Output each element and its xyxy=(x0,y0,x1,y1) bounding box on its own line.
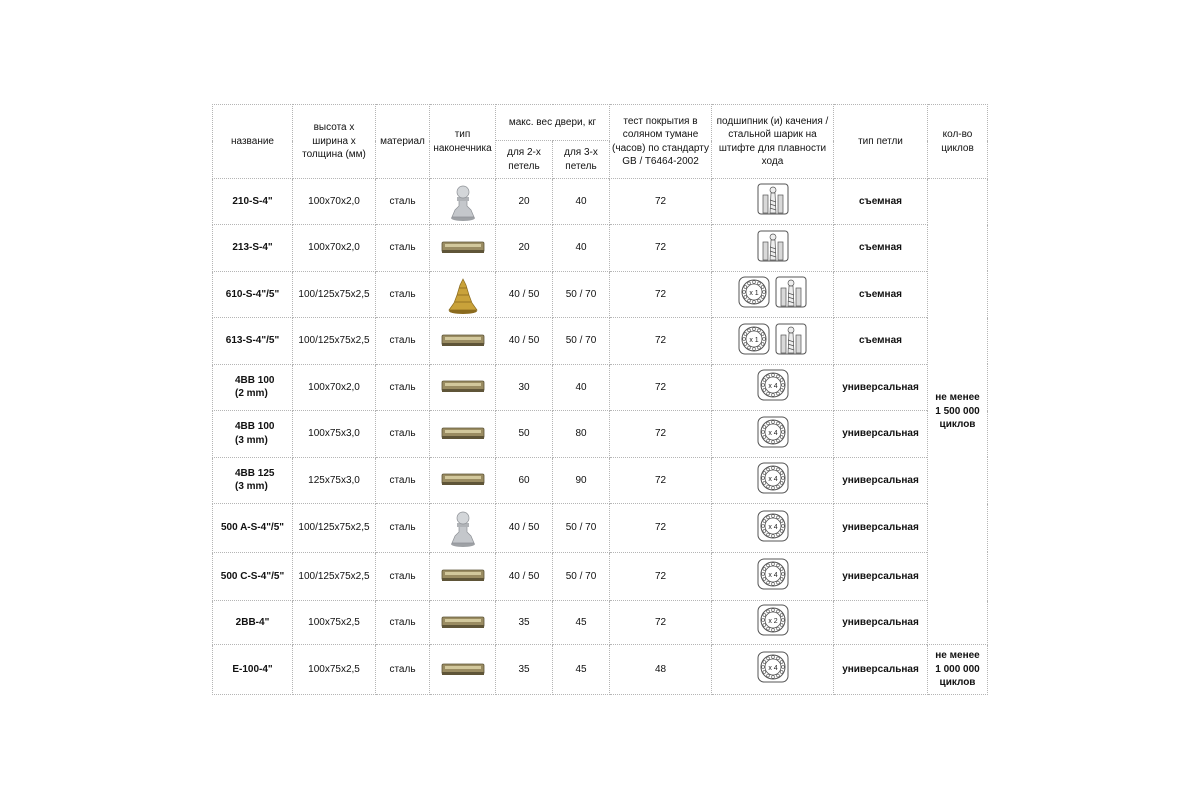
svg-text:x 4: x 4 xyxy=(767,476,778,484)
pawn-tip-silver-icon xyxy=(437,508,489,548)
header-size: высота х ширина х толщина (мм) xyxy=(293,105,376,179)
model-name-line1: 4BB 100 xyxy=(235,374,275,386)
salt-test-hours: 72 xyxy=(610,411,712,457)
bearing-cell xyxy=(712,411,834,457)
header-tip: тип наконечника xyxy=(430,105,496,179)
model-name xyxy=(213,504,293,552)
svg-text:x 2: x 2 xyxy=(767,618,778,626)
hinge-type-cell: съемная xyxy=(834,225,928,271)
model-name xyxy=(213,225,293,271)
hinge-type-cell: универсальная xyxy=(834,411,928,457)
cycles-cell xyxy=(928,179,988,645)
weight-two-hinges: 35 xyxy=(496,601,553,645)
model-name-line1: 500 C-S-4"/5" xyxy=(220,570,285,582)
bearing-cell xyxy=(712,179,834,225)
table-row xyxy=(213,179,988,225)
table-row xyxy=(213,504,988,552)
cycles-line: 1 000 000 xyxy=(935,663,980,675)
weight-two-hinges: 20 xyxy=(496,225,553,271)
flat-tip-bronze-icon xyxy=(437,556,489,596)
table-row xyxy=(213,601,988,645)
svg-text:x 4: x 4 xyxy=(767,523,778,531)
material-cell: сталь xyxy=(376,457,430,503)
model-name-line1: 4BB 100 xyxy=(235,421,275,433)
tip-cell xyxy=(430,318,496,364)
salt-test-hours: 48 xyxy=(610,645,712,695)
size-cell: 100/125x75x2,5 xyxy=(293,271,376,317)
size-cell: 100/125x75x2,5 xyxy=(293,552,376,600)
hinge-type-cell: универсальная xyxy=(834,552,928,600)
salt-test-hours: 72 xyxy=(610,457,712,503)
tip-cell xyxy=(430,645,496,695)
header-hinge-type: тип петли xyxy=(834,105,928,179)
svg-text:x 1: x 1 xyxy=(749,290,759,298)
size-cell: 100x75x2,5 xyxy=(293,601,376,645)
tip-cell xyxy=(430,504,496,552)
tip-cell xyxy=(430,271,496,317)
model-name-line1: E-100-4" xyxy=(232,663,273,675)
tip-cell xyxy=(430,225,496,271)
size-cell: 100x75x2,5 xyxy=(293,645,376,695)
hinge-type-cell: универсальная xyxy=(834,364,928,410)
bearing-cell xyxy=(712,457,834,503)
bearing-icon xyxy=(757,369,789,406)
size-cell: 100x75x3,0 xyxy=(293,411,376,457)
hinge-type-cell: съемная xyxy=(834,318,928,364)
model-name xyxy=(213,552,293,600)
material-cell: сталь xyxy=(376,601,430,645)
bearing-icon xyxy=(757,510,789,547)
model-name xyxy=(213,271,293,317)
header-material: материал xyxy=(376,105,430,179)
size-cell: 100x70x2,0 xyxy=(293,225,376,271)
material-cell: сталь xyxy=(376,271,430,317)
table-row xyxy=(213,364,988,410)
weight-two-hinges: 40 / 50 xyxy=(496,504,553,552)
bearing-cell xyxy=(712,364,834,410)
model-name xyxy=(213,364,293,410)
size-cell: 100/125x75x2,5 xyxy=(293,504,376,552)
model-name-line1: 213-S-4" xyxy=(232,242,273,254)
cone-tip-gold-icon xyxy=(437,275,489,315)
cycles-line: не менее xyxy=(935,392,980,404)
svg-text:x 1: x 1 xyxy=(749,336,759,344)
tip-cell xyxy=(430,552,496,600)
bearing-icon xyxy=(757,558,789,595)
weight-three-hinges: 90 xyxy=(553,457,610,503)
svg-text:x 4: x 4 xyxy=(767,572,778,580)
size-cell: 100/125x75x2,5 xyxy=(293,318,376,364)
weight-two-hinges: 40 / 50 xyxy=(496,271,553,317)
material-cell: сталь xyxy=(376,225,430,271)
cycles-line: не менее xyxy=(935,650,980,662)
weight-three-hinges: 50 / 70 xyxy=(553,504,610,552)
table-row xyxy=(213,552,988,600)
bearing-icon xyxy=(738,276,770,313)
flat-tip-bronze-icon xyxy=(437,367,489,407)
material-cell: сталь xyxy=(376,179,430,225)
bearing-icon xyxy=(757,462,789,499)
bearing-icon xyxy=(757,416,789,453)
salt-test-hours: 72 xyxy=(610,504,712,552)
bearing-cell xyxy=(712,318,834,364)
table-row xyxy=(213,457,988,503)
weight-three-hinges: 40 xyxy=(553,179,610,225)
hinge-type-cell: универсальная xyxy=(834,645,928,695)
bearing-cell xyxy=(712,504,834,552)
salt-test-hours: 72 xyxy=(610,364,712,410)
salt-test-hours: 72 xyxy=(610,552,712,600)
flat-tip-bronze-icon xyxy=(437,650,489,690)
model-name xyxy=(213,179,293,225)
weight-two-hinges: 20 xyxy=(496,179,553,225)
model-name xyxy=(213,601,293,645)
salt-test-hours: 72 xyxy=(610,601,712,645)
model-name-line1: 500 A-S-4"/5" xyxy=(220,522,285,534)
svg-text:x 4: x 4 xyxy=(767,665,778,673)
weight-three-hinges: 45 xyxy=(553,601,610,645)
cycles-line: 1 500 000 xyxy=(935,405,980,417)
weight-three-hinges: 80 xyxy=(553,411,610,457)
hinge-type-cell: универсальная xyxy=(834,457,928,503)
header-name: название xyxy=(213,105,293,179)
model-name-line1: 2BB-4" xyxy=(235,616,270,628)
weight-two-hinges: 50 xyxy=(496,411,553,457)
bearing-icon xyxy=(738,323,770,360)
table-row xyxy=(213,318,988,364)
tip-cell xyxy=(430,457,496,503)
header-two-hinges: для 2-х петель xyxy=(496,141,553,179)
cycles-cell xyxy=(928,645,988,695)
model-name xyxy=(213,645,293,695)
bearing-cell xyxy=(712,552,834,600)
material-cell: сталь xyxy=(376,552,430,600)
pin-ball-icon xyxy=(775,323,807,360)
bearing-cell xyxy=(712,601,834,645)
tip-cell xyxy=(430,411,496,457)
flat-tip-bronze-icon xyxy=(437,414,489,454)
salt-test-hours: 72 xyxy=(610,318,712,364)
table-row xyxy=(213,225,988,271)
pin-ball-icon xyxy=(757,230,789,267)
weight-two-hinges: 40 / 50 xyxy=(496,318,553,364)
material-cell: сталь xyxy=(376,411,430,457)
material-cell: сталь xyxy=(376,645,430,695)
model-name-line1: 610-S-4"/5" xyxy=(225,288,280,300)
size-cell: 125x75x3,0 xyxy=(293,457,376,503)
model-name-line1: 4BB 125 xyxy=(235,467,275,479)
hinge-type-cell: съемная xyxy=(834,179,928,225)
tip-cell xyxy=(430,179,496,225)
weight-three-hinges: 50 / 70 xyxy=(553,271,610,317)
model-name xyxy=(213,318,293,364)
weight-three-hinges: 40 xyxy=(553,225,610,271)
hinge-type-cell: универсальная xyxy=(834,601,928,645)
table-row xyxy=(213,271,988,317)
model-name-line2: (2 mm) xyxy=(235,388,268,400)
weight-three-hinges: 40 xyxy=(553,364,610,410)
model-name-line1: 613-S-4"/5" xyxy=(225,335,280,347)
header-salt-test: тест покрытия в соляном тумане (часов) по стандарту GB / T6464-2002 xyxy=(610,105,712,179)
bearing-icon xyxy=(757,604,789,641)
weight-three-hinges: 50 / 70 xyxy=(553,318,610,364)
hinge-type-cell: съемная xyxy=(834,271,928,317)
header-max-weight: макс. вес двери, кг xyxy=(496,105,610,141)
bearing-cell xyxy=(712,645,834,695)
material-cell: сталь xyxy=(376,504,430,552)
flat-tip-bronze-icon xyxy=(437,460,489,500)
header-cycles: кол-во циклов xyxy=(928,105,988,179)
weight-two-hinges: 40 / 50 xyxy=(496,552,553,600)
model-name-line2: (3 mm) xyxy=(235,434,268,446)
salt-test-hours: 72 xyxy=(610,179,712,225)
svg-text:x 4: x 4 xyxy=(767,383,778,391)
pawn-tip-silver-icon xyxy=(437,182,489,222)
header-bearing: подшипник (и) качения / стальной шарик на штифте для плавности хода xyxy=(712,105,834,179)
flat-tip-bronze-icon xyxy=(437,321,489,361)
weight-three-hinges: 45 xyxy=(553,645,610,695)
salt-test-hours: 72 xyxy=(610,271,712,317)
model-name-line1: 210-S-4" xyxy=(232,195,273,207)
tip-cell xyxy=(430,364,496,410)
pin-ball-icon xyxy=(775,276,807,313)
size-cell: 100x70x2,0 xyxy=(293,179,376,225)
model-name xyxy=(213,411,293,457)
cycles-line: циклов xyxy=(939,677,976,689)
table-row xyxy=(213,411,988,457)
header-three-hinges: для 3-х петель xyxy=(553,141,610,179)
table-row xyxy=(213,645,988,695)
flat-tip-bronze-icon xyxy=(437,603,489,643)
weight-two-hinges: 60 xyxy=(496,457,553,503)
bearing-cell xyxy=(712,225,834,271)
table-body xyxy=(213,179,988,695)
model-name xyxy=(213,457,293,503)
size-cell: 100x70x2,0 xyxy=(293,364,376,410)
weight-two-hinges: 30 xyxy=(496,364,553,410)
material-cell: сталь xyxy=(376,318,430,364)
table-header xyxy=(213,105,988,179)
bearing-icon xyxy=(757,651,789,688)
hinge-type-cell: универсальная xyxy=(834,504,928,552)
cycles-line: циклов xyxy=(939,419,976,431)
weight-three-hinges: 50 / 70 xyxy=(553,552,610,600)
hinge-spec-table xyxy=(212,104,988,695)
svg-text:x 4: x 4 xyxy=(767,429,778,437)
model-name-line2: (3 mm) xyxy=(235,481,268,493)
pin-ball-icon xyxy=(757,183,789,220)
bearing-cell xyxy=(712,271,834,317)
flat-tip-bronze-icon xyxy=(437,228,489,268)
tip-cell xyxy=(430,601,496,645)
material-cell: сталь xyxy=(376,364,430,410)
weight-two-hinges: 35 xyxy=(496,645,553,695)
salt-test-hours: 72 xyxy=(610,225,712,271)
